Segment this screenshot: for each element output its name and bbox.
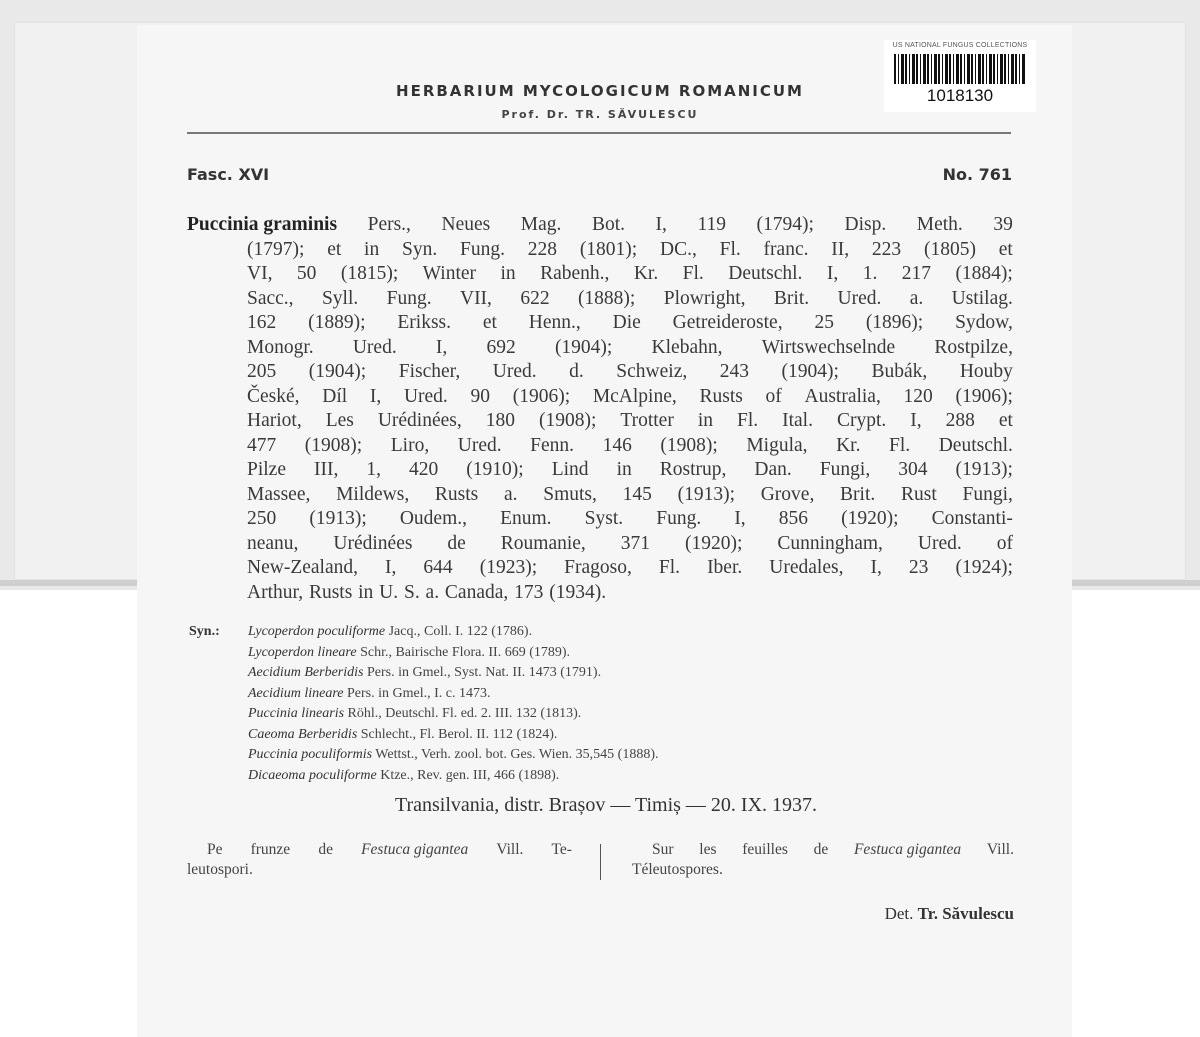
bibliography-word: Ured. (352, 336, 397, 358)
bibliography-word: (1920); (841, 508, 899, 529)
bibliography-word: Arthur, (247, 581, 304, 603)
bibliography-word: (1884); (955, 263, 1013, 284)
specimen-number: No. 761 (942, 165, 1012, 184)
bibliography-word: Rabenh., (540, 263, 610, 284)
host-note-word: de (813, 841, 829, 858)
bibliography-word: et (998, 238, 1013, 260)
bibliography-word: Rust (900, 483, 937, 505)
bibliography-line (187, 238, 1013, 263)
bibliography-word: Ured. (917, 532, 962, 554)
bibliography-word: Fragoso, (564, 557, 632, 578)
bibliography-word: (1924); (955, 557, 1013, 578)
bibliography-line (187, 532, 1013, 557)
bibliography-word: Disp. (844, 214, 887, 235)
herbarium-title: HERBARIUM MYCOLOGICUM ROMANICUM (396, 82, 804, 100)
bibliography-word: Erikss. (397, 312, 451, 333)
host-note-romanian (187, 840, 572, 880)
bibliography-word: of (996, 532, 1013, 554)
bibliography-word: (1920); (684, 532, 743, 554)
bibliography-word: in (364, 238, 380, 260)
bibliography-word: Grove, (760, 483, 815, 505)
bibliography-word: (1908); (304, 434, 363, 456)
determiner (885, 904, 1014, 924)
bibliography-word: Bot. (591, 214, 625, 235)
species-name: Puccinia graminis (187, 214, 338, 235)
host-note-ro-line-2: leutospori. (187, 861, 253, 878)
host-note-fr-line-1 (632, 840, 1014, 860)
bibliography-word: 644 (423, 557, 453, 578)
bibliography-word: Plowright, (663, 287, 746, 309)
synonym-entry (189, 663, 969, 684)
synonym-name: Puccinia poculiformis (248, 747, 373, 762)
bibliography-word: Fl. (719, 238, 741, 260)
bibliography-word: (1904); (308, 361, 367, 382)
bibliography-word: 119 (697, 214, 726, 235)
synonym-citation: Wettst., Verh. zool. bot. Ges. Wien. 35,545 (1888). (375, 747, 659, 762)
barcode-institution: US NATIONAL FUNGUS COLLECTIONS (892, 42, 1028, 49)
bibliography-word: Fung. (460, 238, 505, 260)
bibliography-word: Winter (422, 263, 477, 284)
bibliography-word: Roumanie, (500, 532, 586, 554)
synonym-entry (189, 704, 969, 725)
bibliography-word: (1923); (479, 557, 538, 578)
bibliography-word: Mag. (520, 214, 562, 235)
synonym-name: Aecidium Berberidis (248, 665, 364, 680)
bibliography-word: Enum. (500, 508, 552, 529)
synonym-citation: Jacq., Coll. I. 122 (1786). (388, 624, 533, 639)
bibliography-word: (1896); (865, 312, 924, 333)
bibliography-word: Sacc., (247, 287, 294, 309)
bibliography-line (187, 581, 1013, 606)
host-name: Festuca gigantea (361, 841, 469, 858)
bibliography-word: 180 (485, 410, 515, 431)
synonym-entry (189, 766, 969, 787)
bibliography-word: a. (909, 287, 924, 309)
bibliography-word: Urédinées, (377, 410, 462, 431)
bibliography-word: 622 (520, 287, 550, 309)
bibliography-line (187, 556, 1013, 581)
bibliography-word: (1904); (781, 361, 839, 382)
bibliography-word: in (697, 410, 713, 431)
bibliography-line (187, 458, 1013, 483)
bibliography-word: I, (369, 385, 382, 407)
bibliography-word: (1889); (308, 312, 366, 333)
bibliography-word: I, (870, 557, 882, 578)
bibliography-word: 23 (908, 557, 929, 578)
bibliography-word: Die (612, 312, 641, 333)
host-note-word: frunze (250, 841, 291, 858)
bibliography-word: Fischer, (398, 361, 461, 382)
host-name: Festuca gigantea (853, 841, 962, 858)
synonym-citation: Schlecht., Fl. Berol. II. 112 (1824). (360, 726, 558, 742)
determiner-prefix: Det. (884, 904, 914, 923)
bibliography-word: I, (385, 557, 397, 578)
bibliography-word: Getreideroste, (672, 312, 783, 333)
column-divider (600, 844, 601, 880)
bibliography-line (187, 311, 1013, 336)
bibliography-word: S. (403, 581, 420, 603)
bibliography-word: (1908); (660, 434, 718, 456)
bibliography-word: in (358, 581, 374, 603)
bibliography-word: (1910); (466, 459, 524, 480)
bibliography-word: Wirtswechselnde (761, 336, 896, 358)
host-note-word: les (699, 841, 717, 858)
bibliography-word: Syst. (584, 508, 624, 529)
bibliography-word: II, (831, 238, 850, 260)
bibliography-word: 1, (366, 459, 382, 480)
bibliography-line (187, 262, 1013, 287)
bibliography-word: Cunningham, (777, 532, 883, 554)
bibliography-line (187, 409, 1013, 434)
bibliography-word: Liro, (390, 434, 430, 456)
bibliography-word: et (327, 238, 342, 260)
synonym-entry (189, 643, 969, 664)
bibliography-word: I, (655, 214, 667, 235)
bibliography-line (187, 507, 1013, 532)
bibliography-word: Fungi, (819, 459, 871, 480)
synonyms-label: Syn.: (189, 624, 220, 639)
bibliography-word: 304 (898, 459, 928, 480)
synonyms-block (189, 622, 969, 786)
bibliography-word: 223 (871, 238, 902, 260)
bibliography-line (187, 213, 1013, 238)
bibliography-word: Klebahn, (651, 336, 723, 358)
bibliography-word: franc. (763, 238, 809, 260)
bibliography-word: I, (435, 336, 448, 358)
bibliography-word: (1815); (340, 263, 399, 284)
bibliography-word: a. (504, 483, 518, 505)
bibliography-word: Ured. (457, 434, 502, 456)
bibliography-word: 1. (862, 263, 878, 284)
bibliography-word: Houby (959, 361, 1013, 382)
bibliography-word: III, (314, 459, 339, 480)
bibliography-word: Bubák, (871, 361, 928, 382)
bibliography-word: I, (910, 410, 922, 431)
bibliography-word: Iber. (707, 557, 743, 578)
bibliography-word: Ital. (782, 410, 813, 431)
bibliography-word: 90 (470, 385, 490, 407)
determiner-name: Tr. Săvulescu (917, 904, 1014, 923)
bibliography-word: 228 (527, 238, 558, 260)
bibliography-word: Kr. (836, 434, 861, 456)
synonym-name: Aecidium lineare (248, 685, 344, 701)
bibliography-word: Kr. (633, 263, 659, 284)
species-bibliography (187, 213, 1013, 605)
bibliography-word: Fl. (889, 434, 911, 456)
synonym-name: Lycoperdon lineare (248, 644, 357, 660)
bibliography-word: Syll. (321, 287, 359, 309)
bibliography-line (187, 336, 1013, 361)
bibliography-word: VI, (247, 263, 273, 284)
bibliography-word: d. (569, 361, 584, 382)
bibliography-word: of (765, 385, 782, 407)
bibliography-word: Rusts (308, 581, 353, 603)
bibliography-word: Australia, (804, 385, 881, 407)
bibliography-word: Dan. (754, 459, 792, 480)
bibliography-word: Rusts (699, 385, 743, 407)
bibliography-word: Ured. (837, 287, 882, 309)
bibliography-word: Smuts, (543, 483, 597, 505)
bibliography-word: New-Zealand, (247, 557, 358, 578)
bibliography-word: Oudem., (399, 508, 467, 529)
bibliography-word: a. (425, 581, 440, 603)
host-note-word: feuilles (742, 841, 788, 858)
bibliography-word: Mildews, (336, 483, 410, 505)
synonym-entry (189, 725, 969, 746)
bibliography-line (187, 483, 1013, 508)
host-note-word: Sur (652, 841, 674, 858)
fascicle-number: Fasc. XVI (187, 165, 270, 184)
bibliography-word: Monogr. (247, 336, 314, 358)
synonym-entry (189, 622, 969, 643)
bibliography-word: (1913); (955, 459, 1013, 480)
host-note-fr-line-2: Téleutospores. (632, 861, 723, 878)
synonym-entry (189, 684, 969, 705)
host-note-ro-line-1 (187, 840, 572, 860)
bibliography-word: Hariot, (247, 410, 302, 431)
bibliography-line (187, 434, 1013, 459)
bibliography-word: Uredales, (769, 557, 844, 578)
synonym-entry (189, 745, 969, 766)
bibliography-word: Henn., (528, 312, 581, 333)
bibliography-word: Fl. (736, 410, 759, 431)
barcode-label (884, 40, 1036, 112)
bibliography-word: Fung. (386, 287, 432, 309)
host-note-word: Vill. (986, 841, 1014, 858)
bibliography-word: VII, (459, 287, 492, 309)
bibliography-word: Brit. (773, 287, 810, 309)
bibliography-word: 288 (945, 410, 975, 431)
bibliography-word: 692 (486, 336, 516, 358)
bibliography-word: 39 (993, 214, 1013, 235)
bibliography-word: Ustilag. (951, 287, 1013, 309)
bibliography-word: 217 (901, 263, 931, 284)
bibliography-word: 25 (814, 312, 834, 333)
bibliography-word: (1906); (955, 385, 1013, 407)
host-note-word: de (318, 841, 333, 858)
bibliography-word: (1908); (538, 410, 597, 431)
bibliography-word: Migula, (746, 434, 808, 456)
host-note-word: Pe (207, 841, 223, 858)
bibliography-word: Fl. (682, 263, 704, 284)
bibliography-word: Crypt. (836, 410, 887, 431)
bibliography-word: Brit. (840, 483, 876, 505)
synonym-citation: Schr., Bairische Flora. II. 669 (1789). (360, 644, 571, 660)
bibliography-line (187, 360, 1013, 385)
bibliography-word: Ured. (403, 385, 448, 407)
bibliography-word: 145 (622, 483, 652, 505)
bibliography-word: Fenn. (530, 434, 575, 456)
synonym-citation: Pers. in Gmel., Syst. Nat. II. 1473 (1791). (366, 665, 602, 680)
host-note-word: Vill. (496, 841, 524, 858)
bibliography-word: 50 (296, 263, 317, 284)
bibliography-word: Schweiz, (616, 361, 688, 382)
bibliography-word: de (447, 532, 466, 554)
bibliography-line (187, 287, 1013, 312)
bibliography-word: Rusts (434, 483, 479, 505)
bibliography-word: Pers., (367, 214, 411, 235)
bibliography-word: Ured. (492, 361, 537, 382)
synonym-citation: Pers. in Gmel., I. c. 1473. (347, 685, 491, 701)
bibliography-word: neanu, (247, 532, 299, 554)
bibliography-word: (1934). (549, 581, 607, 603)
bibliography-word: Fl. (658, 557, 681, 578)
bibliography-word: (1888); (577, 287, 636, 309)
barcode-number: 1018130 (926, 86, 994, 105)
bibliography-word: Constanti- (931, 508, 1013, 529)
bibliography-word: Pilze (247, 459, 286, 480)
bibliography-word: Fung. (656, 508, 702, 529)
bibliography-word: 146 (602, 434, 632, 456)
bibliography-word: 856 (778, 508, 809, 529)
synonym-name: Puccinia linearis (248, 706, 345, 721)
bibliography-word: (1904); (554, 336, 613, 358)
bibliography-word: (1913); (309, 508, 367, 529)
bibliography-word: McAlpine, (592, 385, 677, 407)
bibliography-word: Rostrup, (659, 459, 727, 480)
synonym-citation: Ktze., Rev. gen. III, 466 (1898). (380, 767, 560, 783)
bibliography-word: in (500, 263, 516, 284)
bibliography-word: Syn. (402, 238, 438, 260)
bibliography-word: Deutschl. (938, 434, 1013, 456)
bibliography-word: 477 (247, 434, 277, 456)
bibliography-word: Les (325, 410, 354, 431)
bibliography-word: in (616, 459, 632, 480)
bibliography-word: (1794); (756, 214, 814, 235)
bibliography-word: DC., (660, 238, 697, 260)
synonym-name: Lycoperdon poculiforme (248, 624, 386, 639)
bibliography-word: (1805) (923, 238, 976, 260)
bibliography-word: Díl (322, 385, 348, 407)
bibliography-word: (1801); (579, 238, 638, 260)
bibliography-word: et (998, 410, 1013, 431)
bibliography-word: 120 (903, 385, 933, 407)
header-rule (187, 132, 1011, 134)
host-note-word: Te- (551, 841, 572, 858)
bibliography-word: Fungi, (962, 483, 1013, 505)
bibliography-word: U. (379, 581, 399, 603)
bibliography-word: 420 (409, 459, 439, 480)
bibliography-word: České, (247, 385, 300, 407)
bibliography-word: Sydow, (955, 312, 1013, 333)
bibliography-word: 205 (247, 361, 277, 382)
bibliography-word: 371 (620, 532, 650, 554)
bibliography-word: Deutschl. (728, 263, 803, 284)
bibliography-word: (1797); (247, 238, 305, 260)
bibliography-word: 162 (247, 312, 277, 333)
herbarium-subtitle: Prof. Dr. TR. SĂVULESCU (501, 108, 699, 121)
bibliography-word: Trotter (620, 410, 674, 431)
synonym-name: Dicaeoma poculiforme (248, 767, 377, 783)
host-note-french (632, 840, 1014, 880)
bibliography-word: Urédinées (333, 532, 413, 554)
collection-locality: Transilvania, distr. Brașov — Timiș — 20. IX. 1937. (394, 794, 818, 816)
bibliography-word: Meth. (916, 214, 963, 235)
bibliography-word: Rostpilze, (934, 336, 1013, 358)
bibliography-word: I, (826, 263, 839, 284)
barcode-icon (894, 54, 1026, 84)
bibliography-word: (1906); (512, 385, 571, 407)
bibliography-word: Neues (441, 214, 491, 235)
bibliography-word: I, (734, 508, 746, 529)
bibliography-word: (1913); (677, 483, 735, 505)
bibliography-word: 250 (247, 508, 277, 529)
bibliography-word: 173 (514, 581, 544, 603)
synonym-name: Caeoma Berberidis (248, 726, 358, 742)
bibliography-word: Canada, (444, 581, 509, 603)
bibliography-word: Lind (551, 459, 589, 480)
bibliography-word: Massee, (247, 483, 311, 505)
synonym-citation: Röhl., Deutschl. Fl. ed. 2. III. 132 (1813). (347, 706, 582, 721)
bibliography-word: 243 (719, 361, 750, 382)
bibliography-word: et (482, 312, 497, 333)
bibliography-line (187, 385, 1013, 410)
